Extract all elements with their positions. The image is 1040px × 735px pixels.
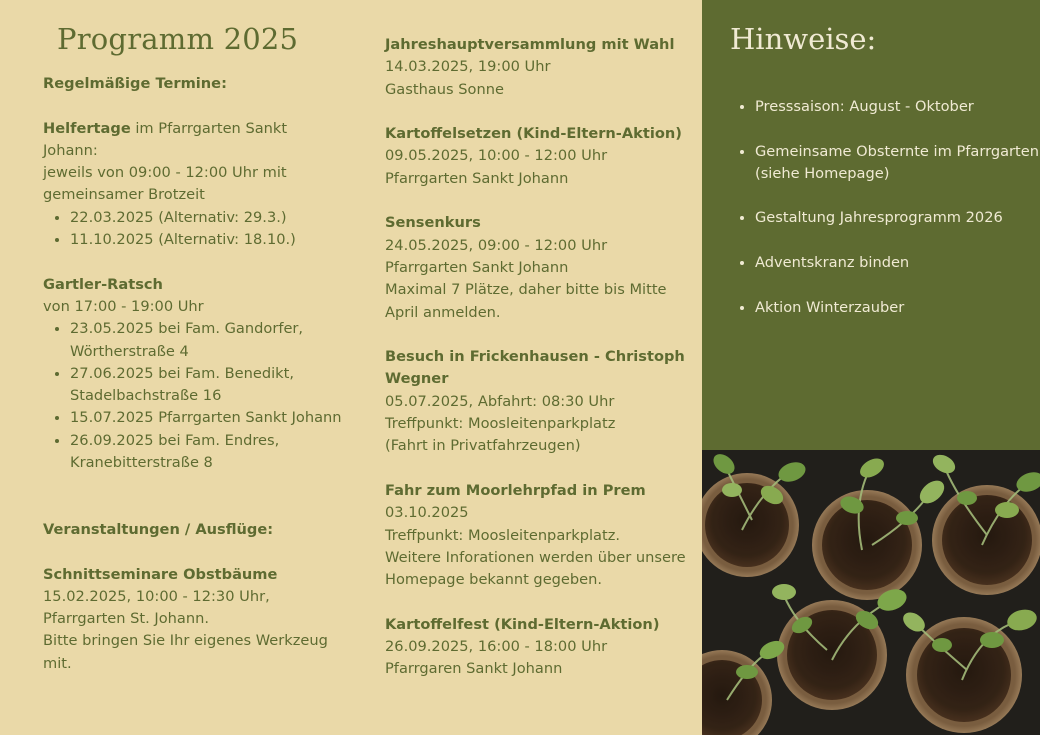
event-line: (Fahrt in Privatfahrzeugen) [385,437,581,455]
event-line: Pfarrgaren Sankt Johann [385,660,563,678]
list-item: • 15.07.2025 Pfarrgarten Sankt Johann [70,407,343,429]
event-title: Kartoffelfest (Kind-Eltern-Aktion) [385,615,660,633]
event-title: Besuch in Frickenhausen - Christoph Wegner [385,348,685,388]
helfertage-location: im Pfarrgarten Sankt Johann: [43,119,288,159]
list-item: • 23.05.2025 bei Fam. Gandorfer, Wörtherstraße 4 [70,318,343,363]
schnitt-name: Schnittseminare Obstbäume [43,565,278,583]
event-block [385,34,690,101]
hinweis-text: Gestaltung Jahresprogramm 2026 [755,209,1003,227]
event-line: 09.05.2025, 10:00 - 12:00 Uhr [385,147,608,165]
list-item: • 27.06.2025 bei Fam. Benedikt, Stadelbachstraße 16 [70,363,343,408]
event-line: Gasthaus Sonne [385,80,504,98]
event-line: 14.03.2025, 19:00 Uhr [385,58,551,76]
event-title: Kartoffelsetzen (Kind-Eltern-Aktion) [385,125,682,143]
hinweis-text: Gemeinsame Obsternte im Pfarrgarten [755,142,1039,160]
event-title: Sensenkurs [385,214,481,232]
event-line: 24.05.2025, 09:00 - 12:00 Uhr [385,236,608,254]
event-line: Weitere Inforationen werden über unsere Homepage bekannt gegeben. [385,548,686,589]
gartler-name: Gartler-Ratsch [43,275,163,293]
list-item: • 26.09.2025 bei Fam. Endres, Kranebitterstraße 8 [70,430,343,475]
events-heading: Veranstaltungen / Ausflüge: [43,520,274,538]
list-item [755,207,1040,229]
event-line: 03.10.2025 [385,504,469,522]
hinweise-title: Hinweise: [730,22,877,56]
helfertage-intro [43,118,343,163]
event-block [385,480,690,591]
event-block [385,123,690,190]
event-line: 05.07.2025, Abfahrt: 08:30 Uhr [385,392,615,410]
page-title: Programm 2025 [57,22,299,56]
event-line: Maximal 7 Plätze, daher bitte bis Mitte April anmelden. [385,281,667,321]
middle-column [385,34,690,681]
hinweis-text: Presssaison: August - Oktober [755,98,974,115]
schnitt-line2: Bitte bringen Sie Ihr eigenes Werkzeug mit. [43,632,328,672]
list-item: • 22.03.2025 (Alternativ: 29.3.) [70,207,343,229]
gartler-time: von 17:00 - 19:00 Uhr [43,297,204,315]
left-column [43,73,343,675]
event-block [385,346,690,457]
schnitt-line1: 15.02.2025, 10:00 - 12:30 Uhr, Pfarrgarten St. Johann. [43,587,270,628]
gartler-dates [43,318,343,474]
event-line: Treffpunkt: Moosleitenparkplatz [385,415,616,433]
hinweis-text: Adventskranz binden [755,254,910,272]
helfertage-dates [43,207,343,252]
list-item [755,141,1040,186]
event-line: Pfarrgarten Sankt Johann [385,258,569,276]
hinweise-panel [702,0,1040,450]
list-item [755,96,1040,118]
event-line: Treffpunkt: Moosleitenparkplatz. [385,526,621,544]
list-item: • 11.10.2025 (Alternativ: 18.10.) [70,229,343,251]
hinweis-text: Aktion Winterzauber [755,298,905,316]
hinweis-subtext: (siehe Homepage) [755,164,890,182]
helfertage-desc: jeweils von 09:00 - 12:00 Uhr mit gemeinsamer Brotzeit [43,164,287,204]
list-item [755,297,1040,319]
helfertage-name: Helfertage [43,119,131,137]
seedling-pots-photo [702,450,1040,735]
list-item [755,252,1040,274]
event-line: 26.09.2025, 16:00 - 18:00 Uhr [385,638,608,656]
event-block [385,614,690,681]
event-line: Pfarrgarten Sankt Johann [385,169,569,187]
event-title: Jahreshauptversammlung mit Wahl [385,36,675,53]
regular-dates-heading: Regelmäßige Termine: [43,75,227,92]
hinweise-list [728,96,1040,341]
event-title: Fahr zum Moorlehrpfad in Prem [385,481,646,499]
event-block [385,212,690,323]
